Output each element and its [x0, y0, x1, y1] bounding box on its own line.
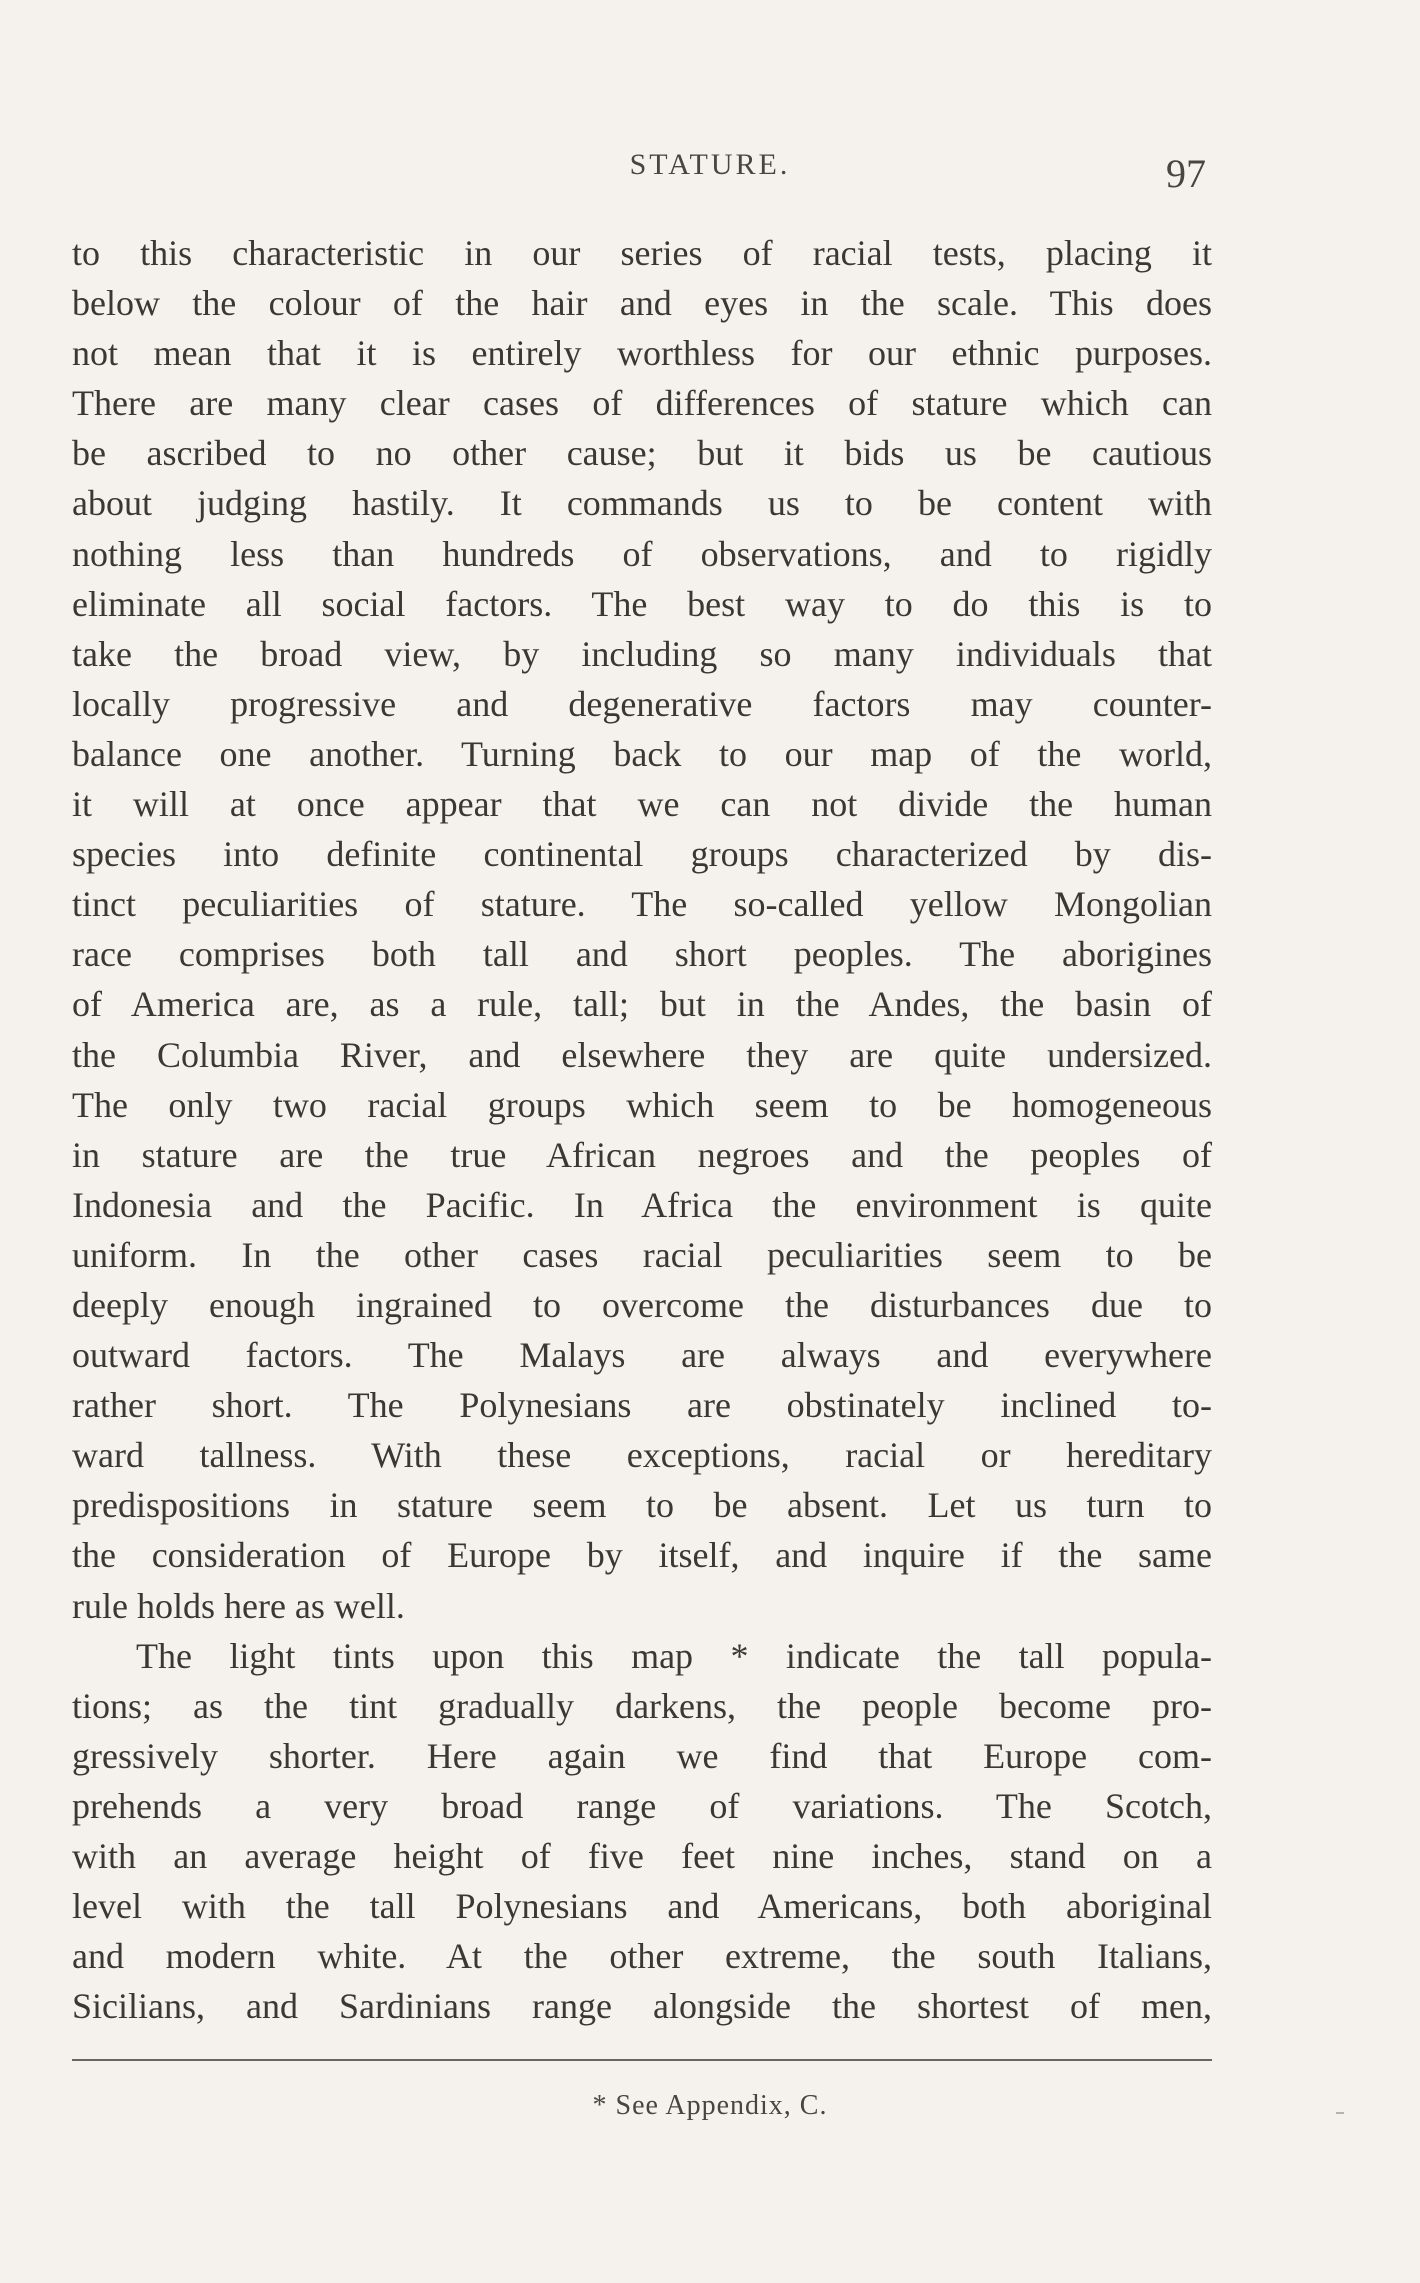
- margin-mark: [1336, 2112, 1344, 2114]
- text-line: race comprises both tall and short peoples. The aborigines: [72, 934, 1212, 975]
- text-line: deeply enough ingrained to overcome the disturbances due to: [72, 1284, 1212, 1325]
- text-line: not mean that it is entirely worthless for our ethnic purposes.: [72, 333, 1212, 374]
- text-line: The only two racial groups which seem to be homogeneous: [72, 1084, 1212, 1125]
- text-line: the Columbia River, and elsewhere they are quite undersized.: [72, 1034, 1212, 1075]
- text-line: uniform. In the other cases racial peculiarities seem to be: [72, 1234, 1212, 1275]
- text-line: ward tallness. With these exceptions, racial or hereditary: [72, 1435, 1212, 1476]
- text-line: prehends a very broad range of variations. The Scotch,: [72, 1785, 1212, 1826]
- text-line: Sicilians, and Sardinians range alongside the shortest of men,: [72, 1986, 1212, 2027]
- text-line: to this characteristic in our series of racial tests, placing it: [72, 233, 1212, 273]
- text-line: species into definite continental groups characterized by dis-: [72, 834, 1212, 875]
- text-line: below the colour of the hair and eyes in the scale. This does: [72, 283, 1212, 324]
- text-line-paragraph-start: The light tints upon this map * indicate the tall popula-: [136, 1635, 1212, 1676]
- text-line: with an average height of five feet nine inches, stand on a: [72, 1836, 1212, 1876]
- body-text: [72, 228, 1212, 2031]
- text-line: tions; as the tint gradually darkens, the people become pro-: [72, 1685, 1212, 1726]
- text-line-paragraph-end: rule holds here as well.: [72, 1585, 405, 1626]
- text-line: take the broad view, by including so many individuals that: [72, 633, 1212, 674]
- text-line: of America are, as a rule, tall; but in the Andes, the basin of: [72, 984, 1212, 1025]
- footnote: * See Appendix, C.: [592, 2090, 828, 2121]
- page-number: 97: [1166, 151, 1206, 196]
- text-line: locally progressive and degenerative factors may counter-: [72, 683, 1212, 724]
- footnote-divider: [72, 2059, 1212, 2061]
- text-line: in stature are the true African negroes and the peoples of: [72, 1134, 1212, 1175]
- text-line: There are many clear cases of differences of stature which can: [72, 383, 1212, 424]
- running-head-title: STATURE.: [629, 148, 791, 181]
- text-line: be ascribed to no other cause; but it bids us be cautious: [72, 433, 1212, 474]
- text-line: outward factors. The Malays are always and everywhere: [72, 1335, 1212, 1376]
- text-line: balance one another. Turning back to our map of the world,: [72, 733, 1212, 774]
- text-line: nothing less than hundreds of observations, and to rigidly: [72, 533, 1212, 574]
- text-line: and modern white. At the other extreme, the south Italians,: [72, 1936, 1212, 1977]
- text-line: gressively shorter. Here again we find that Europe com-: [72, 1735, 1212, 1776]
- text-line: predispositions in stature seem to be absent. Let us turn to: [72, 1485, 1212, 1526]
- text-line: level with the tall Polynesians and Americans, both aboriginal: [72, 1886, 1212, 1927]
- text-line: it will at once appear that we can not divide the human: [72, 784, 1212, 825]
- text-line: tinct peculiarities of stature. The so-called yellow Mongolian: [72, 884, 1212, 925]
- text-line: about judging hastily. It commands us to be content with: [72, 483, 1212, 524]
- text-line: eliminate all social factors. The best way to do this is to: [72, 583, 1212, 624]
- text-line: Indonesia and the Pacific. In Africa the environment is quite: [72, 1184, 1212, 1225]
- text-line: the consideration of Europe by itself, and inquire if the same: [72, 1535, 1212, 1576]
- text-line: rather short. The Polynesians are obstinately inclined to-: [72, 1385, 1212, 1426]
